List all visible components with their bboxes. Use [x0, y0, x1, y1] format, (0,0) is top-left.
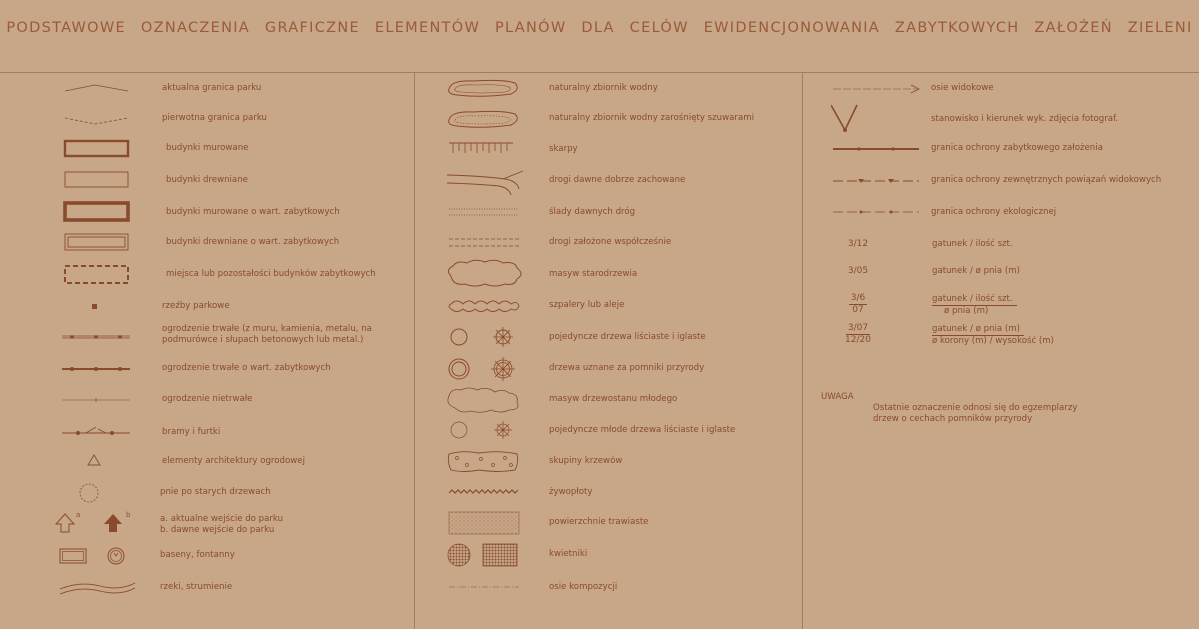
legend-row	[0, 167, 414, 197]
legend-row	[0, 385, 414, 415]
legend-label: budynki murowane o wart. zabytkowych	[166, 207, 340, 217]
wooden-building-icon	[50, 167, 140, 197]
legend-row	[0, 508, 414, 538]
old-tree-stump-icon	[50, 477, 140, 507]
legend-row	[0, 106, 414, 136]
legend-row	[415, 415, 802, 445]
legend-label: budynki drewniane	[166, 175, 248, 185]
legend-label	[160, 514, 283, 535]
legend-label: budynki drewniane o wart. zabytkowych	[166, 237, 340, 247]
legend-row	[415, 384, 802, 414]
legend-row	[415, 106, 802, 136]
legend-row	[0, 198, 414, 228]
legend-row	[415, 322, 802, 352]
legend-row	[415, 354, 802, 384]
legend-row	[803, 75, 1199, 105]
legend-row	[803, 135, 1199, 165]
legend-label	[162, 324, 372, 345]
legend-label: drogi dawne dobrze zachowane	[549, 175, 686, 185]
permanent-fence-icon	[50, 322, 140, 352]
entrance-mark-b: b	[126, 511, 131, 519]
legend-label: pojedyncze młode drzewa liściaste i iglaste	[549, 425, 736, 435]
park-entrances-icon	[55, 508, 145, 538]
legend-row	[415, 446, 802, 476]
code-label-line-1: gatunek / ø pnia (m)	[932, 324, 1024, 336]
code-label: gatunek / ø pnia (m)	[932, 266, 1020, 276]
young-tree-massif-icon	[443, 384, 533, 414]
entrance-mark-a: a	[76, 511, 81, 519]
legend-label: aktualna granica parku	[162, 83, 262, 93]
legend-label: granica ochrony zabytkowego założenia	[931, 143, 1103, 153]
garden-architecture-icon	[50, 446, 140, 476]
hedges-icon	[443, 477, 533, 507]
old-tree-massif-icon	[443, 258, 533, 288]
legend-label: baseny, fontanny	[160, 550, 235, 560]
note-text	[873, 403, 1077, 425]
single-trees-icon	[443, 322, 533, 352]
nature-monument-trees-icon	[443, 354, 533, 384]
legend-label: skupiny krzewów	[549, 456, 623, 466]
legend-row	[415, 167, 802, 197]
legend-row	[803, 104, 1199, 134]
left-legend-column	[0, 72, 414, 629]
legend-label: stanowisko i kierunek wyk. zdjęcia fotograf.	[931, 114, 1119, 124]
legend-label: żywopłoty	[549, 487, 593, 497]
legend-label: osie widokowe	[931, 83, 994, 93]
code-label: gatunek / ilość szt.	[932, 239, 1013, 249]
legend-label-line-2: podmurówce i słupach betonowych lub metal.)	[162, 334, 364, 345]
middle-legend-column	[415, 72, 802, 629]
legend-label: naturalny zbiornik wodny zarośnięty szuwarami	[549, 113, 754, 123]
legend-label: rzeki, strumienie	[160, 582, 233, 592]
modern-roads-icon	[443, 229, 533, 259]
legend-row	[0, 75, 414, 105]
code-fraction	[828, 293, 888, 316]
legend-label: budynki murowane	[166, 143, 249, 153]
legend-row	[415, 135, 802, 165]
legend-row	[415, 572, 802, 602]
grass-areas-icon	[443, 508, 533, 538]
legend-label: powierzchnie trawiaste	[549, 517, 649, 527]
legend-label: elementy architektury ogrodowej	[162, 456, 305, 466]
code-value: 3/05	[847, 266, 869, 276]
photo-position-icon	[831, 104, 931, 134]
historic-wooden-building-icon	[50, 229, 140, 259]
legend-label: pnie po starych drzewach	[160, 487, 271, 497]
legend-label-line-1: ogrodzenie trwałe (z muru, kamienia, metalu, na	[162, 324, 372, 334]
view-protection-boundary-icon	[831, 167, 931, 197]
flower-beds-icon	[443, 540, 533, 570]
current-park-boundary-icon	[50, 75, 140, 105]
rivers-streams-icon	[50, 572, 140, 602]
legend-row	[0, 477, 414, 507]
legend-label: ślady dawnych dróg	[549, 207, 636, 217]
gates-icon	[50, 417, 140, 447]
legend-label: granica ochrony zewnętrznych powiązań widokowych	[931, 175, 1162, 185]
code-label-line-2: ø pnia (m)	[944, 305, 989, 316]
heritage-protection-boundary-icon	[831, 135, 931, 165]
ecological-protection-boundary-icon	[831, 198, 931, 228]
legend-row	[415, 229, 802, 259]
pools-fountains-icon	[55, 542, 145, 572]
code-numerator: 3/6	[850, 293, 866, 303]
code-label	[932, 294, 1017, 316]
legend-label: szpalery lub aleje	[549, 300, 625, 310]
building-remains-icon	[50, 261, 140, 291]
temporary-fence-icon	[50, 385, 140, 415]
composition-axes-icon	[443, 572, 533, 602]
legend-row	[0, 542, 414, 572]
legend-label: bramy i furtki	[162, 427, 221, 437]
legend-row	[415, 477, 802, 507]
legend-label: skarpy	[549, 144, 578, 154]
view-axes-icon	[831, 75, 931, 105]
legend-row	[415, 540, 802, 570]
legend-row	[803, 198, 1199, 228]
legend-row	[0, 292, 414, 322]
code-denominator: 07	[852, 305, 864, 315]
code-denominator: 12/20	[845, 335, 871, 345]
escarpment-icon	[443, 135, 533, 165]
legend-row	[0, 417, 414, 447]
legend-row	[415, 75, 802, 105]
legend-label: drogi założone współcześnie	[549, 237, 672, 247]
legend-label: rzeźby parkowe	[162, 301, 230, 311]
legend-row	[0, 572, 414, 602]
legend-label: pierwotna granica parku	[162, 113, 267, 123]
legend-row	[0, 135, 414, 165]
code-label	[932, 324, 1054, 346]
tree-rows-alleys-icon	[443, 292, 533, 322]
overgrown-water-body-icon	[443, 106, 533, 136]
note-line-2: drzew o cechach pomników przyrody	[873, 414, 1033, 424]
masonry-building-icon	[50, 135, 140, 165]
page-title: PODSTAWOWE OZNACZENIA GRAFICZNE ELEMENTÓW PLANÓW DLA CELÓW EWIDENCJONOWANIA ZABYTKOWYCH ZAŁOŻEŃ ZIELENI	[6, 20, 1193, 36]
traces-of-old-roads-icon	[443, 198, 533, 228]
legend-row	[415, 508, 802, 538]
legend-row	[0, 446, 414, 476]
legend-label-line-2: b. dawne wejście do parku	[160, 524, 275, 535]
shrub-groups-icon	[443, 446, 533, 476]
legend-label: ogrodzenie trwałe o wart. zabytkowych	[162, 363, 331, 373]
legend-label: naturalny zbiornik wodny	[549, 83, 658, 93]
legend-row	[415, 258, 802, 288]
historic-fence-icon	[50, 354, 140, 384]
legend-label: kwietniki	[549, 549, 588, 559]
code-numerator: 3/07	[847, 323, 869, 333]
well-preserved-old-roads-icon	[443, 167, 533, 197]
legend-label: masyw starodrzewia	[549, 269, 638, 279]
legend-label-line-1: a. aktualne wejście do parku	[160, 514, 284, 524]
code-label-line-1: gatunek / ilość szt.	[932, 294, 1017, 306]
legend-row	[415, 292, 802, 322]
legend-row	[803, 167, 1199, 197]
legend-row	[0, 229, 414, 259]
legend-row	[0, 354, 414, 384]
note-line-1: Ostatnie oznaczenie odnosi się do egzemplarzy	[873, 403, 1078, 413]
legend-label: osie kompozycji	[549, 582, 618, 592]
legend-label: masyw drzewostanu młodego	[549, 394, 678, 404]
single-young-trees-icon	[443, 415, 533, 445]
legend-row	[0, 322, 414, 352]
note-title: UWAGA	[821, 392, 854, 402]
code-value: 3/12	[847, 239, 869, 249]
original-park-boundary-icon	[50, 106, 140, 136]
historic-masonry-building-icon	[50, 198, 140, 228]
natural-water-body-icon	[443, 75, 533, 105]
legend-row	[415, 198, 802, 228]
right-legend-column	[803, 72, 1199, 629]
legend-label: ogrodzenie nietrwałe	[162, 394, 253, 404]
legend-row	[0, 261, 414, 291]
legend-label: miejsca lub pozostałości budynków zabytkowych	[166, 269, 376, 279]
code-label-line-2: ø korony (m) / wysokość (m)	[932, 335, 1055, 346]
sculpture-icon	[50, 292, 140, 322]
legend-label: pojedyncze drzewa liściaste i iglaste	[549, 332, 706, 342]
code-fraction	[828, 323, 888, 346]
legend-label: granica ochrony ekologicznej	[931, 207, 1057, 217]
legend-label: drzewa uznane za pomniki przyrody	[549, 363, 705, 373]
